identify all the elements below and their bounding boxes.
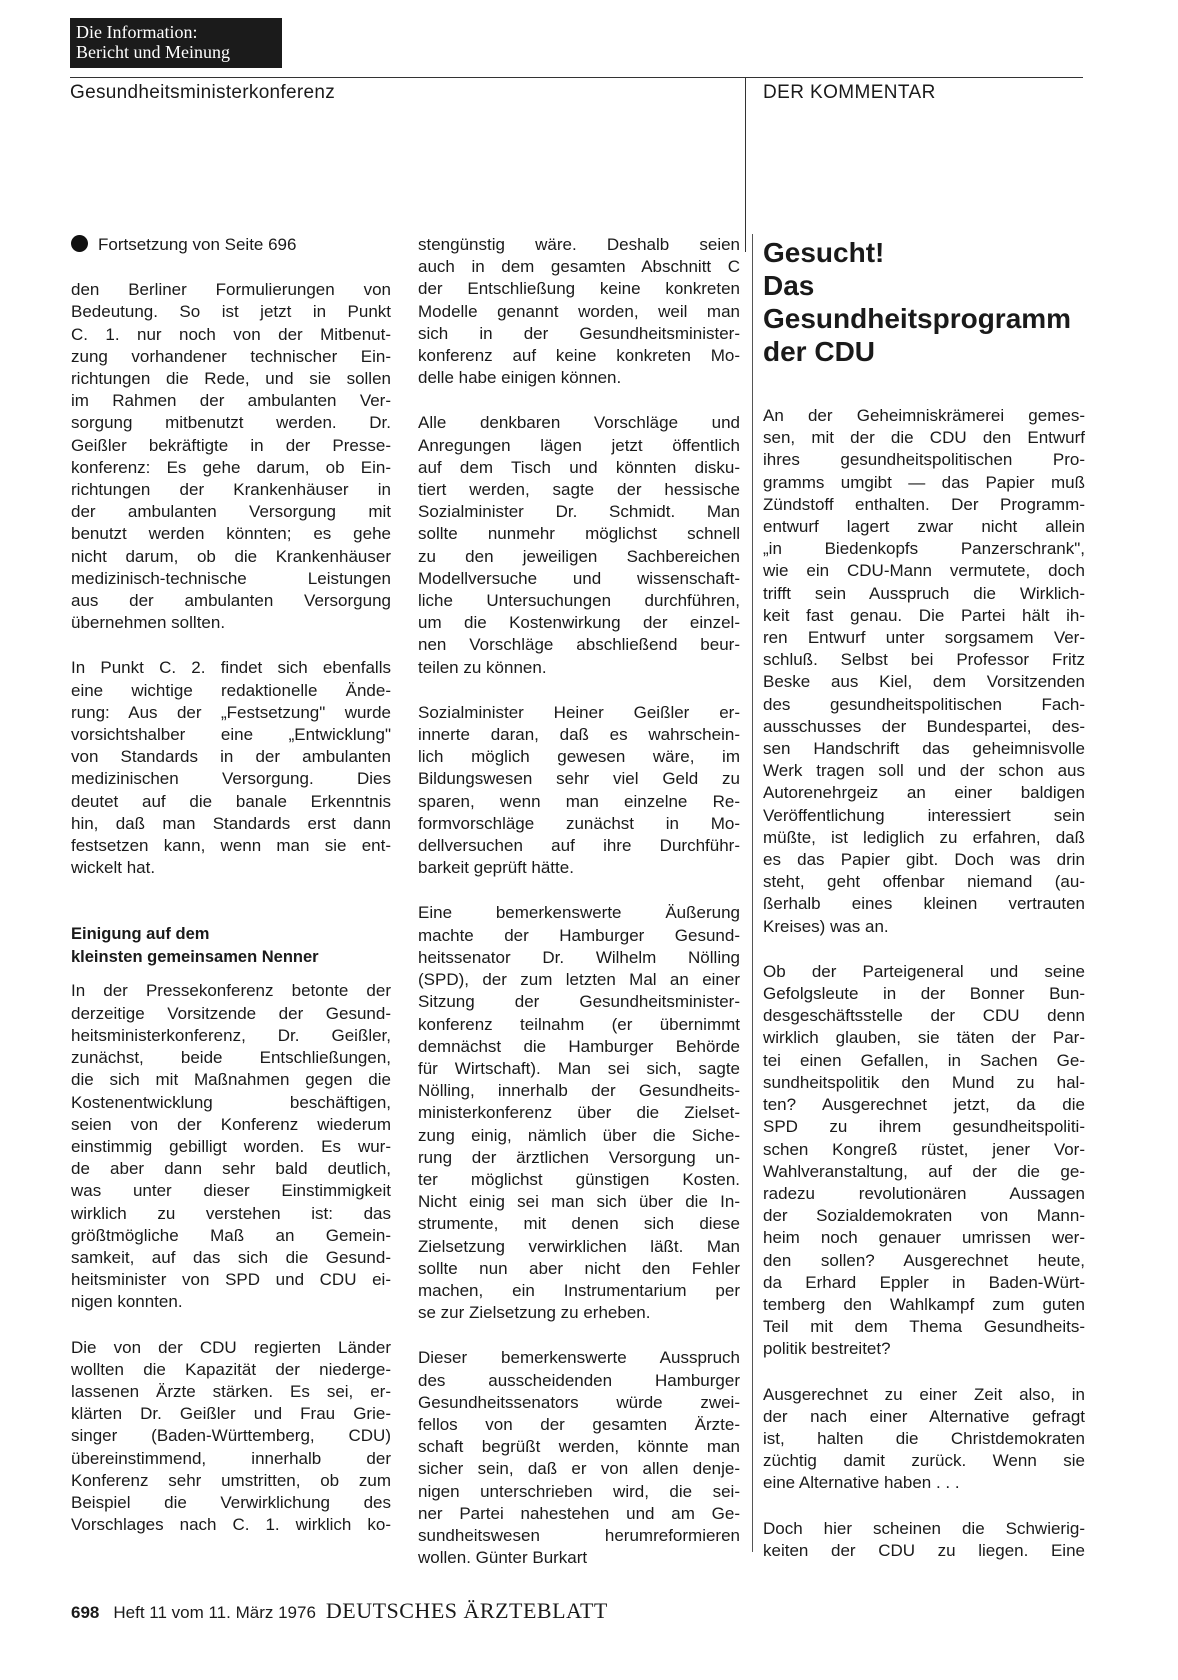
continuation-note: [71, 234, 391, 256]
text-line: für Wirtschaft). Man sei sich, sagte: [418, 1058, 740, 1078]
text-line: des ausscheidenden Hamburger: [418, 1370, 740, 1390]
column-1: [71, 234, 391, 1559]
text-line: machte der Hamburger Gesund-: [418, 925, 740, 945]
text-line: zu den jeweiligen Sachbereichen: [418, 546, 740, 566]
subheading-line: kleinsten gemeinsamen Nenner: [71, 947, 319, 966]
column-3: [763, 405, 1085, 1585]
text-line: der nach einer Alternative gefragt: [763, 1406, 1085, 1426]
text-line: ministerkonferenz über die Zielset-: [418, 1103, 740, 1123]
text-line: züchtig damit zurück. Wenn sie: [763, 1451, 1085, 1471]
commentary-headline: [763, 236, 1083, 368]
text-line: barkeit geprüft hätte.: [418, 858, 574, 878]
text-line: heitsminister von SPD und CDU ei-: [71, 1270, 391, 1290]
text-line: (SPD), der zum letzten Mal an einer: [418, 970, 740, 990]
text-line: stengünstig wäre. Deshalb seien: [418, 235, 740, 254]
headline-line: der CDU: [763, 336, 876, 367]
text-line: sen, mit der die CDU den Entwurf: [763, 428, 1085, 448]
text-line: konferenz teilnahm (er übernimmt: [418, 1014, 740, 1034]
text-line: sparen, wenn man einzelne Re-: [418, 791, 740, 811]
text-line: Die von der CDU regierten Länder: [71, 1337, 391, 1357]
text-line: innerte daran, daß es wahrschein-: [418, 725, 740, 745]
text-line: den sollen? Ausgerechnet heute,: [763, 1250, 1085, 1270]
text-line: ausschusses der Bundespartei, des-: [763, 716, 1085, 736]
text-line: ten? Ausgerechnet jetzt, da die: [763, 1095, 1085, 1115]
text-line: zunächst, beide Entschließungen,: [71, 1048, 391, 1068]
text-line: wie ein CDU-Mann vermutete, doch: [763, 561, 1085, 581]
text-line: liche Untersuchungen durchführen,: [418, 591, 740, 611]
text-line: de aber dann sehr bald deutlich,: [71, 1159, 391, 1179]
text-line: wollten die Kapazität der niederge-: [71, 1359, 391, 1379]
badge-line-1: Die Information:: [76, 22, 198, 42]
paragraph: [418, 902, 740, 1324]
text-line: wirklich glauben, sie täten der Par-: [763, 1028, 1085, 1048]
text-line: einstimmig gebilligt worden. Es wur-: [71, 1136, 391, 1156]
text-line: auch in dem gesamten Abschnitt C: [418, 257, 740, 277]
text-line: An der Geheimniskrämerei gemes-: [763, 406, 1085, 425]
text-line: desgeschäftsstelle der CDU denn: [763, 1006, 1085, 1026]
column-2: [418, 234, 740, 1592]
text-line: Zündstoff enthalten. Der Programm-: [763, 494, 1085, 514]
text-line: wollen.: [418, 1548, 471, 1568]
text-line: der Sozialdemokraten von Mann-: [763, 1206, 1085, 1226]
section-badge: [70, 18, 282, 68]
text-line: radezu revolutionären Aussagen: [763, 1183, 1085, 1203]
text-line: wickelt hat.: [71, 858, 156, 878]
text-line: Geißler bekräftigte in der Presse-: [71, 435, 391, 455]
headline-line: Das: [763, 270, 815, 301]
text-line: „in Biedenkopfs Panzerschrank",: [763, 539, 1085, 559]
text-line: sollte nunmehr möglichst schnell: [418, 524, 740, 544]
text-line: SPD zu ihrem gesundheitspoliti-: [763, 1117, 1085, 1137]
text-line: samkeit, auf das sich die Gesund-: [71, 1247, 391, 1267]
text-line: im Rahmen der ambulanten Ver-: [71, 391, 391, 411]
paragraph: [71, 1337, 391, 1537]
text-line: übernehmen sollten.: [71, 613, 226, 633]
text-line: ist, halten die Christdemokraten: [763, 1428, 1085, 1448]
text-line: nen Vorschläge abschließend beur-: [418, 635, 740, 655]
text-line: Teil mit dem Thema Gesundheits-: [763, 1317, 1085, 1337]
text-line: hin, daß man Standards erst dann: [71, 813, 391, 833]
text-line: se zur Zielsetzung zu erheben.: [418, 1303, 651, 1323]
paragraph: [763, 961, 1085, 1361]
text-line: tei einen Gefallen, in Sachen Ge-: [763, 1050, 1085, 1070]
text-line: nigen konnten.: [71, 1292, 183, 1312]
text-line: deutet auf die banale Erkenntnis: [71, 791, 391, 811]
text-line: temberg den Wahlkampf zum guten: [763, 1294, 1085, 1314]
subheading-line: Einigung auf dem: [71, 925, 210, 944]
text-line: es das Papier gibt. Doch was drin: [763, 850, 1085, 870]
text-line: keiten der CDU zu liegen. Eine: [763, 1540, 1085, 1560]
commentary-divider: [752, 234, 753, 1552]
text-line: Beispiel die Verwirklichung des: [71, 1492, 391, 1512]
text-line: des gesundheitspolitischen Fach-: [763, 694, 1085, 714]
text-line: Wahlveranstaltung, auf der die ge-: [763, 1161, 1085, 1181]
text-line: In der Pressekonferenz betonte der: [71, 981, 391, 1001]
text-line: ner Partei nahestehen und am Ge-: [418, 1503, 740, 1523]
text-line: was unter dieser Einstimmigkeit: [71, 1181, 391, 1201]
text-line: sen Handschrift das geheimnisvolle: [763, 739, 1085, 759]
text-line: konferenz: Es gehe darum, ob Ein-: [71, 457, 391, 477]
text-line: Kostenentwicklung beschäftigen,: [71, 1092, 391, 1112]
text-line: übereinstimmend, innerhalb der: [71, 1448, 391, 1468]
rubric-left: Gesundheitsministerkonferenz: [70, 82, 336, 103]
text-line: Modellversuche und wissenschaft-: [418, 568, 740, 588]
text-line: Dieser bemerkenswerte Ausspruch: [418, 1348, 740, 1368]
text-line: heitsministerkonferenz, Dr. Geißler,: [71, 1025, 391, 1045]
signature-line: [418, 1547, 740, 1569]
text-line: rung: Aus der „Festsetzung" wurde: [71, 702, 391, 722]
paragraph: [71, 980, 391, 1313]
text-line: rung der ärztlichen Versorgung un-: [418, 1147, 740, 1167]
text-line: sicher sein, daß er von allen denje-: [418, 1459, 740, 1479]
text-line: heitssenator Dr. Wilhelm Nölling: [418, 947, 740, 967]
rubric-right: DER KOMMENTAR: [763, 82, 936, 103]
headline-line: Gesundheitsprogramm: [763, 303, 1072, 334]
text-line: nigen unterschrieben wird, die sei-: [418, 1481, 740, 1501]
text-line: Ob der Parteigeneral und seine: [763, 961, 1085, 981]
text-line: machen, ein Instrumentarium per: [418, 1280, 740, 1300]
text-line: gramms umgibt — das Papier muß: [763, 472, 1085, 492]
issue-info: Heft 11 vom 11. März 1976: [113, 1603, 316, 1622]
text-line: Gefolgsleute in der Bonner Bun-: [763, 984, 1085, 1004]
text-line: richtungen die Rede, und sie sollen: [71, 369, 391, 389]
text-line: entwurf lagert zwar nicht allein: [763, 517, 1085, 537]
text-line: steht, geht offenbar niemand (au-: [763, 872, 1085, 892]
text-line: delle habe einigen können.: [418, 368, 622, 388]
text-line: sorgung mitbenutzt werden. Dr.: [71, 413, 391, 433]
paragraph: [763, 1384, 1085, 1495]
paragraph: [71, 657, 391, 879]
text-line: zung vorhandener technischer Ein-: [71, 346, 391, 366]
text-line: Bedeutung. So ist jetzt in Punkt: [71, 302, 391, 322]
text-line: da Erhard Eppler in Baden-Würt-: [763, 1272, 1085, 1292]
paragraph: [763, 1518, 1085, 1562]
text-line: derzeitige Vorsitzende der Gesund-: [71, 1003, 391, 1023]
text-line: vorsichtshalber eine „Entwicklung": [71, 725, 391, 745]
text-line: Konferenz sehr umstritten, ob zum: [71, 1470, 391, 1490]
text-line: keit fast genau. Die Partei hält ih-: [763, 605, 1085, 625]
text-line: sollte nun aber nicht den Fehler: [418, 1258, 740, 1278]
text-line: Beske aus Kiel, dem Vorsitzenden: [763, 672, 1085, 692]
text-line: Doch hier scheinen die Schwierig-: [763, 1518, 1085, 1538]
header-rule: [70, 77, 1083, 78]
text-line: müßte, ist lediglich zu erfahren, daß: [763, 827, 1085, 847]
headline-line: Gesucht!: [763, 237, 885, 268]
text-line: heim noch genauer umrissen wer-: [763, 1228, 1085, 1248]
continuation-text: Fortsetzung von Seite 696: [98, 235, 297, 254]
text-line: zung einig, nämlich über die Siche-: [418, 1125, 740, 1145]
text-line: um die Kostenwirkung der einzel-: [418, 613, 740, 633]
page-footer: [71, 1598, 608, 1624]
paragraph: [71, 279, 391, 634]
text-line: ren Entwurf unter sorgsamem Ver-: [763, 628, 1085, 648]
text-line: Nölling, innerhalb der Gesundheits-: [418, 1081, 740, 1101]
text-line: konferenz auf keine konkreten Mo-: [418, 346, 740, 366]
text-line: von Standards in der ambulanten: [71, 747, 391, 767]
text-line: Autorenehrgeiz an einer baldigen: [763, 783, 1085, 803]
text-line: medizinisch-technische Leistungen: [71, 568, 391, 588]
text-line: klärten Dr. Geißler und Frau Grie-: [71, 1404, 391, 1424]
text-line: größtmögliche Maß an Gemein-: [71, 1225, 391, 1245]
text-line: seien von der Konferenz wiederum: [71, 1114, 391, 1134]
bullet-icon: [71, 235, 88, 252]
text-line: Sozialminister Dr. Schmidt. Man: [418, 502, 740, 522]
paragraph: [418, 234, 740, 389]
text-line: demnächst die Hamburger Behörde: [418, 1036, 740, 1056]
text-line: Nicht einig sei man sich über die In-: [418, 1192, 740, 1212]
text-line: Veröffentlichung interessiert sein: [763, 805, 1085, 825]
paragraph: [418, 1347, 740, 1569]
text-line: singer (Baden-Württemberg, CDU): [71, 1426, 391, 1446]
text-line: trifft sein Ausspruch die Wirklich-: [763, 583, 1085, 603]
text-line: ter möglichst günstigen Kosten.: [418, 1169, 740, 1189]
text-line: Anregungen lägen jetzt öffentlich: [418, 435, 740, 455]
text-line: strumente, mit denen sich diese: [418, 1214, 740, 1234]
header-column-divider: [745, 77, 746, 252]
text-line: Eine bemerkenswerte Äußerung: [418, 903, 740, 923]
subheading: [71, 923, 391, 968]
text-line: ihres gesundheitspolitischen Pro-: [763, 450, 1085, 470]
text-line: sundheitswesen herumreformieren: [418, 1525, 740, 1545]
badge-line-2: Bericht und Meinung: [76, 42, 230, 62]
text-line: der Entschließung keine konkreten: [418, 279, 740, 299]
text-line: C. 1. nur noch von der Mitbenut-: [71, 324, 391, 344]
text-line: medizinischen Versorgung. Dies: [71, 769, 391, 789]
text-line: wirklich zu verstehen ist: das: [71, 1203, 391, 1223]
text-line: Zielsetzung verwirklichen läßt. Man: [418, 1236, 740, 1256]
text-line: Kreises) was an.: [763, 916, 889, 936]
text-line: teilen zu können.: [418, 657, 547, 677]
text-line: der ambulanten Versorgung mit: [71, 502, 391, 522]
paragraph: [418, 412, 740, 678]
paragraph: [418, 702, 740, 880]
text-line: dellversuchen auf ihre Durchführ-: [418, 836, 740, 856]
text-line: tiert werden, sagte der hessische: [418, 480, 740, 500]
text-line: formvorschläge zunächst in Mo-: [418, 813, 740, 833]
text-line: Werk tragen soll und der schon aus: [763, 761, 1085, 781]
text-line: eine Alternative haben . . .: [763, 1473, 960, 1493]
text-line: den Berliner Formulierungen von: [71, 280, 391, 300]
text-line: nicht darum, ob die Krankenhäuser: [71, 546, 391, 566]
text-line: Ausgerechnet zu einer Zeit also, in: [763, 1384, 1085, 1404]
text-line: ßerhalb eines kleinen vertrauten: [763, 894, 1085, 914]
text-line: aus der ambulanten Versorgung: [71, 591, 391, 611]
text-line: schaft begrüßt werden, könnte man: [418, 1437, 740, 1457]
text-line: lassenen Ärzte stärken. Es sei, er-: [71, 1381, 391, 1401]
text-line: richtungen der Krankenhäuser in: [71, 480, 391, 500]
text-line: auf dem Tisch und könnten disku-: [418, 457, 740, 477]
text-line: lich möglich gewesen wäre, im: [418, 747, 740, 767]
text-line: eine wichtige redaktionelle Ände-: [71, 680, 391, 700]
magazine-title: DEUTSCHES ÄRZTEBLATT: [325, 1598, 608, 1623]
text-line: die sich mit Maßnahmen gegen die: [71, 1070, 391, 1090]
text-line: schluß. Selbst bei Professor Fritz: [763, 650, 1085, 670]
text-line: sich in der Gesundheitsminister-: [418, 323, 740, 343]
text-line: fellos von der gesamten Ärzte-: [418, 1414, 740, 1434]
text-line: Sitzung der Gesundheitsminister-: [418, 992, 740, 1012]
page-number: 698: [71, 1603, 100, 1622]
text-line: politik bestreitet?: [763, 1339, 891, 1359]
text-line: festsetzen kann, wenn man sie ent-: [71, 836, 391, 856]
text-line: sundheitspolitik den Mund zu hal-: [763, 1072, 1085, 1092]
text-line: benutzt werden könnten; es gehe: [71, 524, 391, 544]
text-line: schen Kongreß rüstet, jener Vor-: [763, 1139, 1085, 1159]
text-line: Modelle genannt worden, weil man: [418, 301, 740, 321]
text-line: In Punkt C. 2. findet sich ebenfalls: [71, 658, 391, 678]
text-line: Sozialminister Heiner Geißler er-: [418, 702, 740, 722]
text-line: Bildungswesen sehr viel Geld zu: [418, 769, 740, 789]
text-line: Alle denkbaren Vorschläge und: [418, 413, 740, 433]
text-line: Vorschlages nach C. 1. wirklich ko-: [71, 1515, 391, 1535]
text-line: Gesundheitssenators würde zwei-: [418, 1392, 740, 1412]
paragraph: [763, 405, 1085, 938]
author-name: Günter Burkart: [475, 1548, 588, 1568]
